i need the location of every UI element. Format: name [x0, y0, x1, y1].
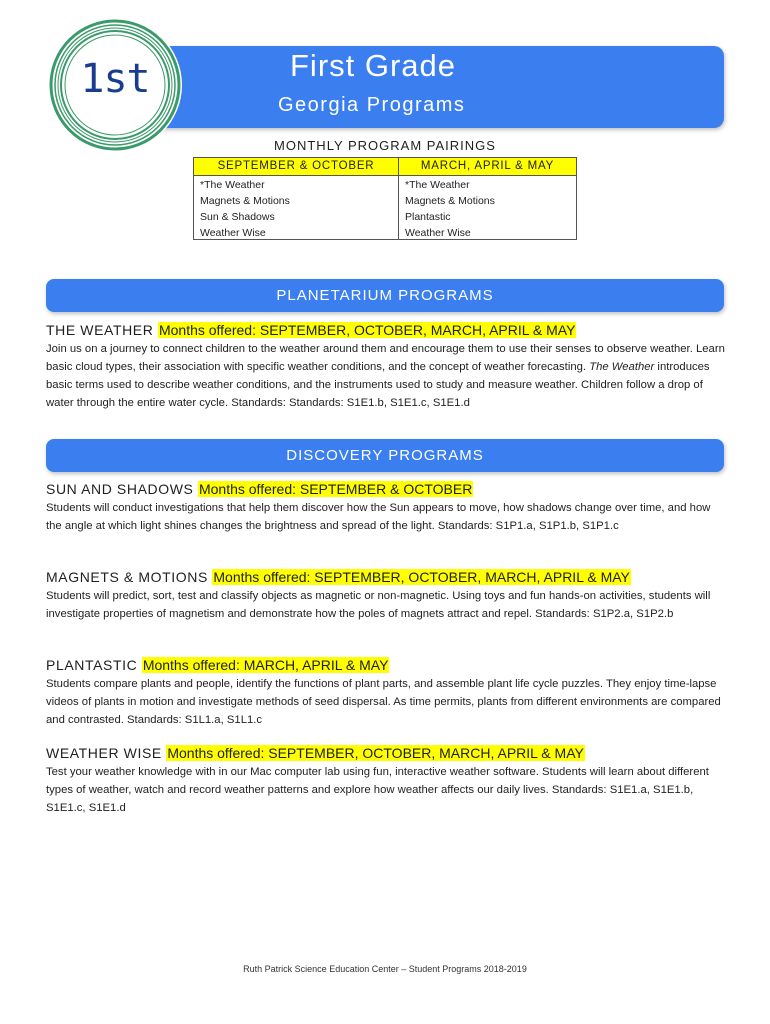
program-description: Students compare plants and people, identify the functions of plant parts, and assemble plant life cycle puzzles. They enjoy time-lapse videos of plants in motion and investigate methods of seed dispersal. As time permits, plants from different environments are compared and contrasted. Standards: S1L1.a, S1L1.c: [46, 678, 721, 726]
pairings-item: Plantastic: [405, 211, 451, 223]
pairings-column-heading: MARCH, APRIL & MAY: [399, 158, 576, 176]
program-description: Students will predict, sort, test and classify objects as magnetic or non-magnetic. Using toys and fun hands-on activities, students will investigate properties of magnetism and demonstrate how the poles of magnets attract and repel. Standards: S1P2.a, S1P2.b: [46, 590, 711, 620]
program-description: Join us on a journey to connect children to the weather around them and encourage them to use their senses to observe weather. Learn basic cloud types, their association with specific weather conditions, and the concept of weather forecasting. The Weather introduces basic terms used to describe weather conditions, and the instruments used to study and measure weather. Children follow a drop of water through the entire water cycle. Standards: Standards: S1E1.b, S1E1.c, S1E1.d: [46, 343, 725, 409]
pairings-item: Magnets & Motions: [200, 195, 290, 207]
pairings-item: Weather Wise: [405, 227, 471, 239]
page-subtitle: Georgia Programs: [278, 94, 466, 116]
pairings-title: MONTHLY PROGRAM PAIRINGS: [274, 138, 496, 153]
months-offered: Months offered: MARCH, APRIL & MAY: [142, 657, 389, 673]
program-sun-and-shadows: [46, 479, 726, 535]
months-offered: Months offered: SEPTEMBER & OCTOBER: [198, 481, 473, 497]
months-offered: Months offered: SEPTEMBER, OCTOBER, MARCH, APRIL & MAY: [158, 322, 576, 338]
program-description: Students will conduct investigations that help them discover how the Sun appears to move, how shadows change over time, and how the angle at which light shines changes the brightness and spread of the light. Standards: S1P1.a, S1P1.b, S1P1.c: [46, 502, 711, 532]
months-offered: Months offered: SEPTEMBER, OCTOBER, MARCH, APRIL & MAY: [213, 569, 630, 585]
pairings-item: *The Weather: [405, 179, 470, 191]
page-title: First Grade: [290, 48, 457, 83]
program-plantastic: [46, 655, 726, 729]
grade-badge-label: 1st: [80, 56, 150, 102]
months-offered: Months offered: SEPTEMBER, OCTOBER, MARCH, APRIL & MAY: [167, 745, 584, 761]
pairings-column-sep-oct: [194, 158, 399, 239]
page-footer: Ruth Patrick Science Education Center – Student Programs 2018-2019: [243, 964, 527, 974]
program-name: SUN AND SHADOWS: [46, 481, 194, 497]
pairings-item: Magnets & Motions: [405, 195, 495, 207]
grade-badge: [48, 18, 182, 152]
program-name: MAGNETS & MOTIONS: [46, 569, 208, 585]
program-the-weather: [46, 320, 726, 412]
pairings-item: Sun & Shadows: [200, 211, 275, 223]
pairings-column-mar-may: [399, 158, 576, 239]
program-description: Test your weather knowledge with in our Mac computer lab using fun, interactive weather software. Students will learn about different types of weather, watch and record weather patterns and explore how weather affects our daily lives. Standards: S1E1.a, S1E1.b, S1E1.c, S1E1.d: [46, 766, 709, 814]
program-weather-wise: [46, 743, 726, 817]
program-magnets-motions: [46, 567, 726, 623]
pairings-item: Weather Wise: [200, 227, 266, 239]
pairings-table: [193, 157, 577, 240]
program-name: PLANTASTIC: [46, 657, 138, 673]
program-name: THE WEATHER: [46, 322, 154, 338]
program-name: WEATHER WISE: [46, 745, 162, 761]
discovery-section-heading: DISCOVERY PROGRAMS: [46, 439, 724, 472]
planetarium-section-heading: PLANETARIUM PROGRAMS: [46, 279, 724, 312]
pairings-item: *The Weather: [200, 179, 265, 191]
pairings-column-heading: SEPTEMBER & OCTOBER: [194, 158, 398, 176]
